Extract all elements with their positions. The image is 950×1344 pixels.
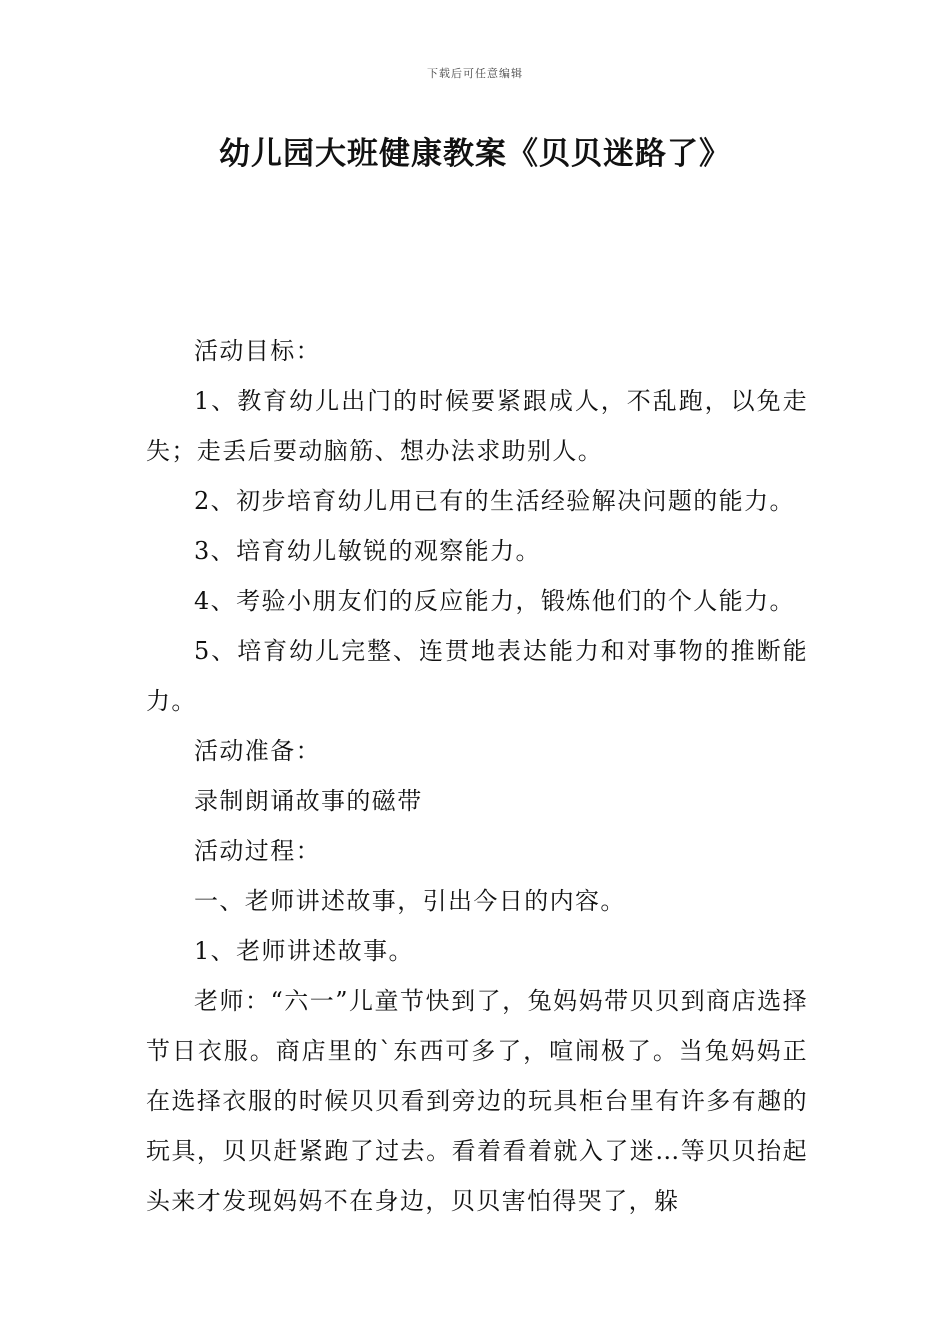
- section-heading-goals: 活动目标：: [194, 337, 321, 365]
- page-header-note: 下载后可任意编辑: [427, 67, 523, 80]
- goal-item-5: 5、培育幼儿完整、连贯地表达能力和对事物的推断能力。: [146, 637, 808, 715]
- preparation-item: 录制朗诵故事的磁带: [194, 787, 423, 815]
- document-title: 幼儿园大班健康教案《贝贝迷路了》: [219, 136, 731, 172]
- goal-item-4: 4、考验小朋友们的反应能力，锻炼他们的个人能力。: [194, 587, 795, 615]
- document-body: [146, 326, 808, 1226]
- goal-item-3: 3、培育幼儿敏锐的观察能力。: [194, 537, 541, 565]
- goal-item-1: 1、教育幼儿出门的时候要紧跟成人，不乱跑，以免走失；走丢后要动脑筋、想办法求助别人。: [146, 387, 808, 465]
- story-paragraph: 老师：“六一”儿童节快到了，兔妈妈带贝贝到商店选择节日衣服。商店里的`东西可多了，喧闹极了。当兔妈妈正在选择衣服的时候贝贝看到旁边的玩具柜台里有许多有趣的玩具，贝贝赶紧跑了过去。看着看着就入了迷…等贝贝抬起头来才发现妈妈不在身边，贝贝害怕得哭了，躲: [146, 987, 808, 1215]
- goal-item-2: 2、初步培育幼儿用已有的生活经验解决问题的能力。: [194, 487, 795, 515]
- section-heading-preparation: 活动准备：: [194, 737, 321, 765]
- process-step-1: 一、老师讲述故事，引出今日的内容。: [194, 887, 626, 915]
- process-substep-1: 1、老师讲述故事。: [194, 937, 414, 965]
- section-heading-process: 活动过程：: [194, 837, 321, 865]
